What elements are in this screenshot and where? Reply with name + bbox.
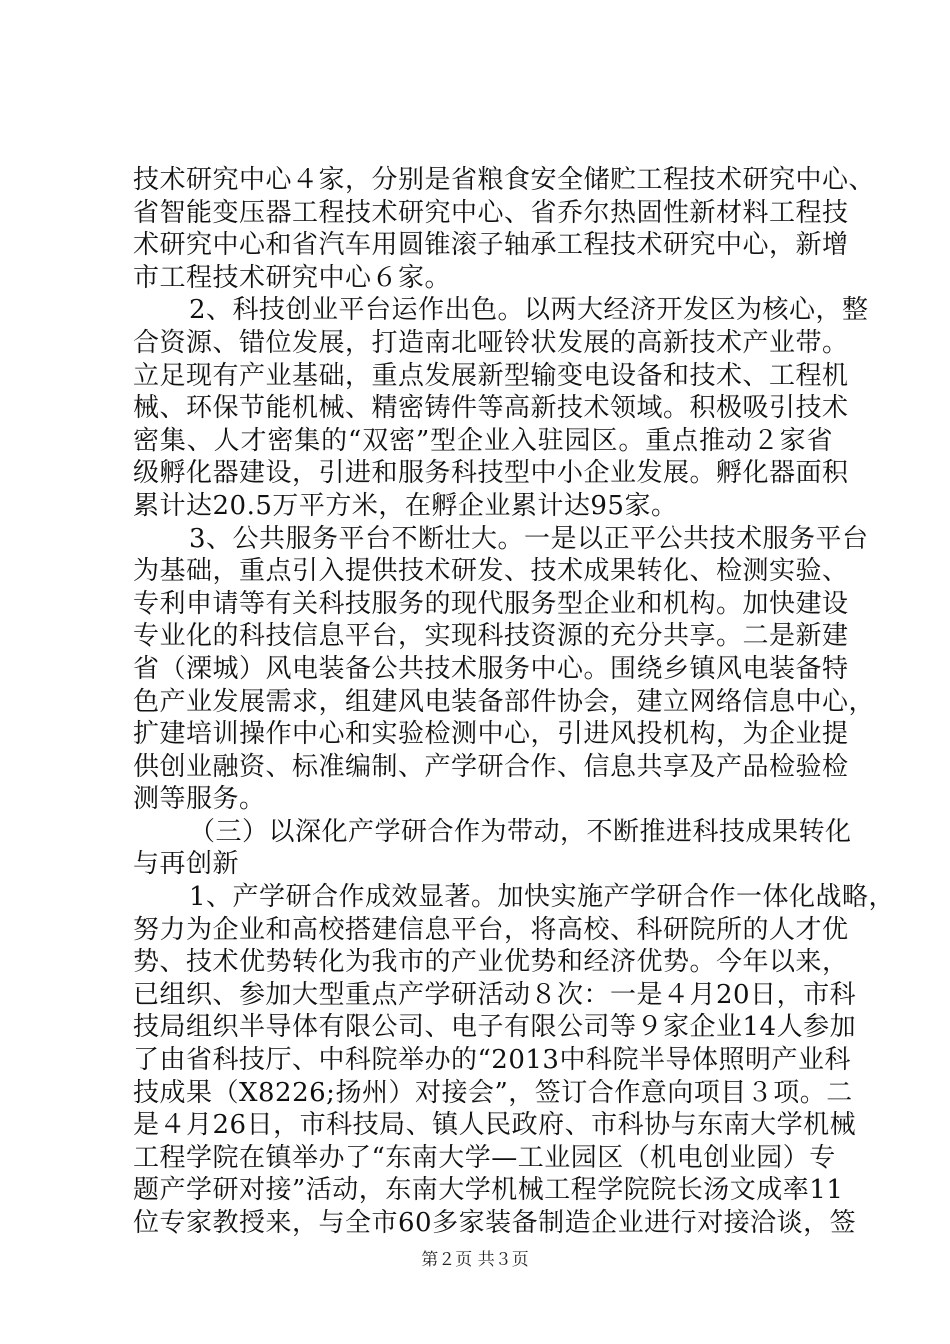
- text-line: 势、技术优势转化为我市的产业优势和经济优势。今年以来，: [133, 947, 849, 978]
- text-line: 省智能变压器工程技术研究中心、省乔尔热固性新材料工程技: [133, 197, 849, 228]
- text-line: 3、公共服务平台不断壮大。一是以正平公共技术服务平台: [189, 523, 869, 554]
- text-line: 已组织、参加大型重点产学研活动８次：一是４月20日，市科: [133, 979, 857, 1010]
- text-line: 密集、人才密集的“双密”型企业入驻园区。重点推动２家省: [133, 425, 833, 456]
- page-number-footer: 第２页 共３页: [421, 1250, 529, 1270]
- text-line: 技局组织半导体有限公司、电子有限公司等９家企业14人参加: [133, 1012, 857, 1043]
- text-line: 工程学院在镇举办了“东南大学—工业园区（机电创业园）专: [133, 1142, 836, 1173]
- text-line: 位专家教授来，与全市60多家装备制造企业进行对接洽谈，签: [133, 1208, 857, 1238]
- text-line: 努力为企业和高校搭建信息平台，将高校、科研院所的人才优: [133, 914, 849, 945]
- text-line: 2、科技创业平台运作出色。以两大经济开发区为核心，整: [189, 295, 869, 326]
- text-line: 市工程技术研究中心６家。: [133, 262, 452, 293]
- text-line: 级孵化器建设，引进和服务科技型中小企业发展。孵化器面积: [133, 458, 849, 489]
- text-line: 术研究中心和省汽车用圆锥滚子轴承工程技术研究中心，新增: [133, 230, 849, 261]
- text-line: 省（溧城）风电装备公共技术服务中心。围绕乡镇风电装备特: [133, 653, 849, 684]
- text-line: 色产业发展需求，组建风电装备部件协会，建立网络信息中心，: [133, 686, 876, 717]
- text-line: 与再创新: [133, 849, 240, 880]
- text-line: 技术研究中心４家，分别是省粮食安全储贮工程技术研究中心、: [133, 165, 876, 195]
- text-line: 专利申请等有关科技服务的现代服务型企业和机构。加快建设: [133, 588, 849, 619]
- text-line: 专业化的科技信息平台，实现科技资源的充分共享。二是新建: [133, 621, 849, 652]
- text-line: 为基础，重点引入提供技术研发、技术成果转化、检测实验、: [133, 556, 849, 587]
- text-line: 是４月26日，市科技局、镇人民政府、市科协与东南大学机械: [133, 1110, 857, 1141]
- text-line: 扩建培训操作中心和实验检测中心，引进风投机构，为企业提: [133, 719, 849, 750]
- text-line: 累计达20.5万平方米，在孵企业累计达95家。: [133, 490, 678, 521]
- text-line: 械、环保节能机械、精密铸件等高新技术领域。积极吸引技术: [133, 393, 849, 424]
- text-line: （三）以深化产学研合作为带动，不断推进科技成果转化: [189, 816, 852, 847]
- text-line: 测等服务。: [133, 784, 266, 815]
- text-line: 题产学研对接”活动，东南大学机械工程学院院长汤文成率11: [133, 1175, 844, 1206]
- text-line: 合资源、错位发展，打造南北哑铃状发展的高新技术产业带。: [133, 327, 849, 358]
- text-line: 供创业融资、标准编制、产学研合作、信息共享及产品检验检: [133, 751, 849, 782]
- document-body: [133, 164, 896, 1240]
- text-line: 1、产学研合作成效显著。加快实施产学研合作一体化战略，: [189, 882, 896, 913]
- text-line: 技成果（X8226;扬州）对接会”，签订合作意向项目３项。二: [133, 1077, 853, 1108]
- text-line: 了由省科技厅、中科院举办的“2013中科院半导体照明产业科: [133, 1045, 851, 1076]
- text-line: 立足现有产业基础，重点发展新型输变电设备和技术、工程机: [133, 360, 849, 391]
